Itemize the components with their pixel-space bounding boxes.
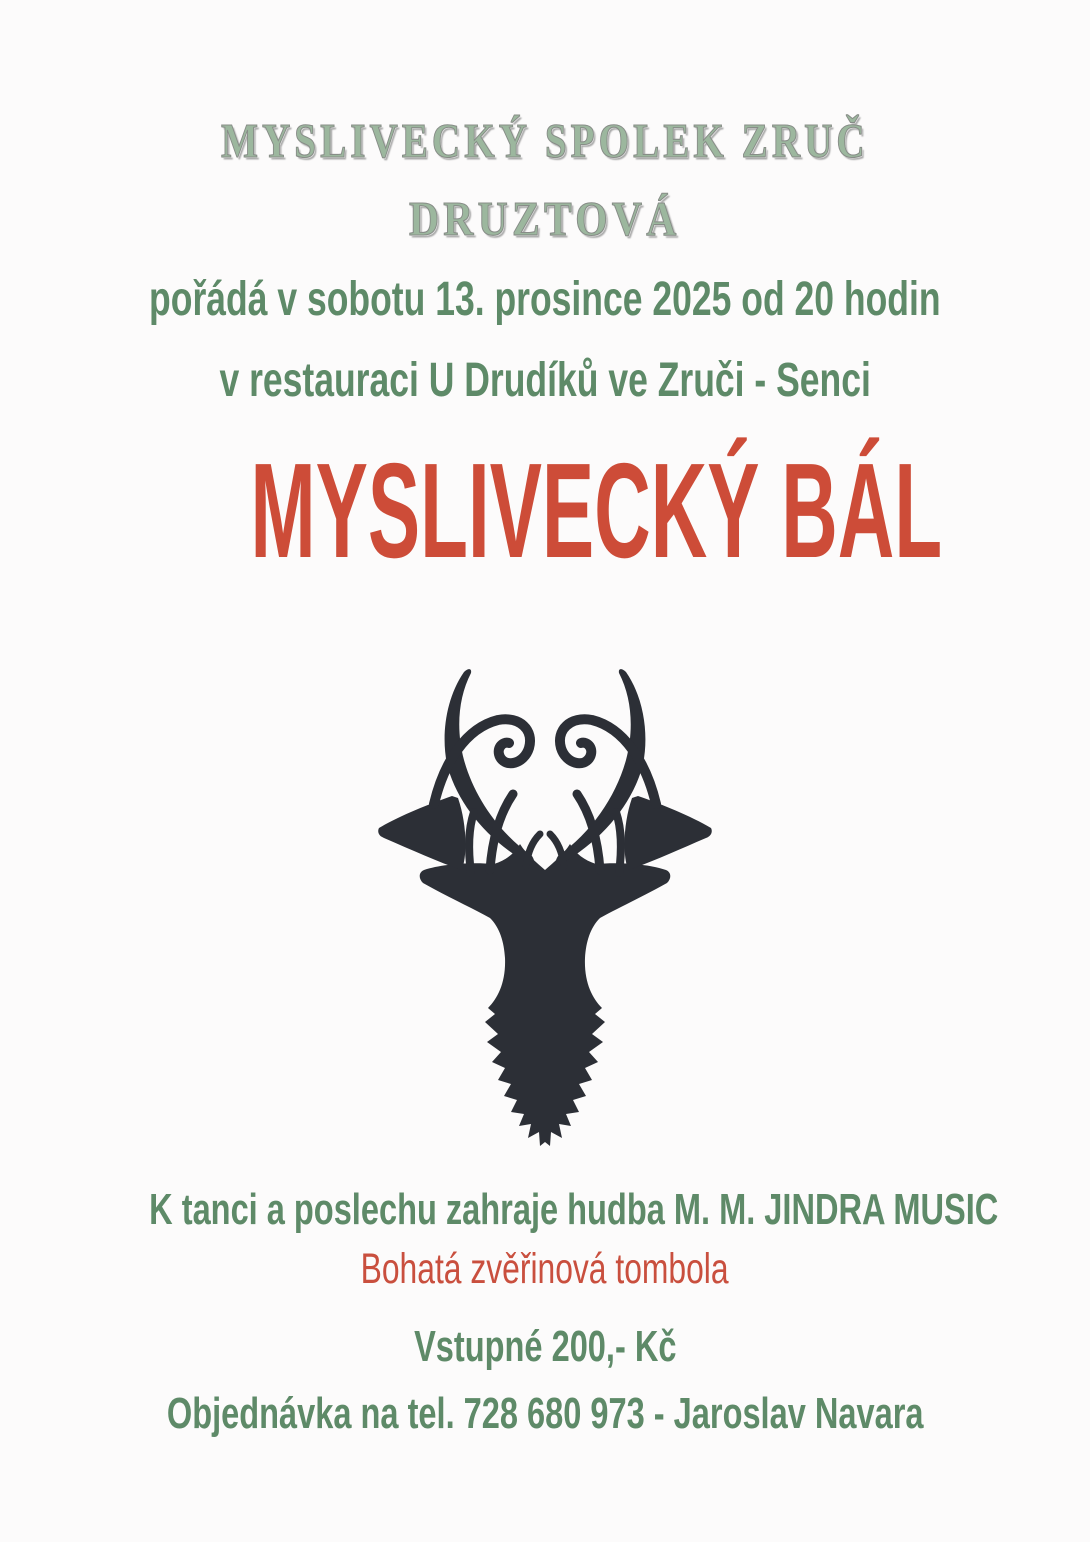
event-venue-line: v restauraci U Drudíků ve Zruči - Senci [219, 354, 871, 407]
contact-line: Objednávka na tel. 728 680 973 - Jaroslav Navara [166, 1389, 924, 1438]
event-title: MYSLIVECKÝ BÁL [250, 435, 943, 586]
music-line: K tanci a poslechu zahraje hudba M. M. JINDRA MUSIC [149, 1185, 999, 1234]
event-date-line: pořádá v sobotu 13. prosince 2025 od 20 hodin [149, 273, 941, 326]
deer-head-icon [0, 656, 1090, 1161]
tombola-line: Bohatá zvěřinová tombola [361, 1245, 729, 1293]
organization-name: MYSLIVECKÝ SPOLEK ZRUČ [221, 113, 869, 168]
price-line: Vstupné 200,- Kč [413, 1322, 677, 1371]
organization-location: DRUZTOVÁ [409, 191, 681, 246]
